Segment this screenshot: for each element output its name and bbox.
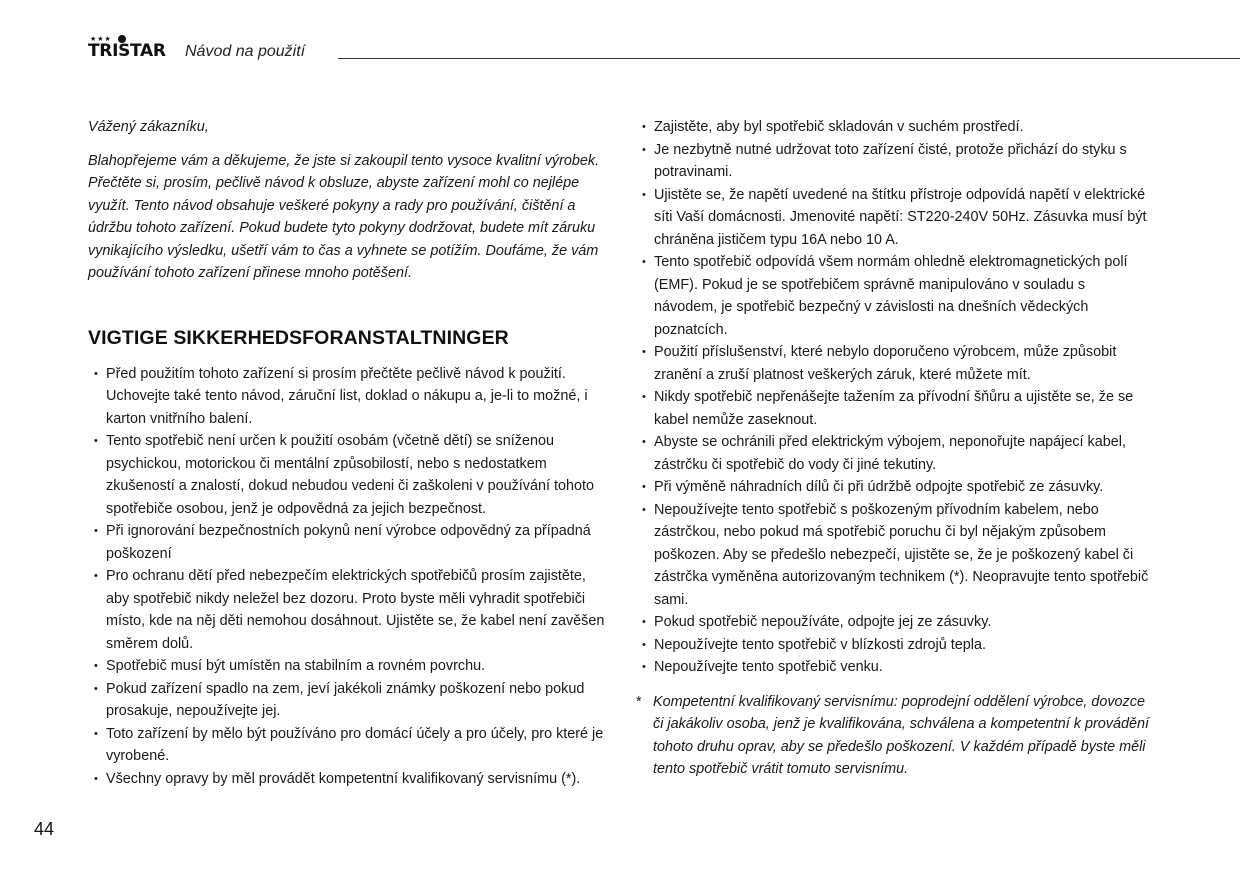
list-item: • Nepoužívejte tento spotřebič v blízkosti zdrojů tepla.	[636, 634, 1151, 657]
list-item: • Spotřebič musí být umístěn na stabilním a rovném povrchu.	[88, 655, 613, 678]
right-column	[636, 116, 1151, 781]
page-header	[88, 36, 1240, 66]
left-column	[88, 116, 613, 790]
tristar-logo	[88, 36, 180, 62]
list-item: • Při výměně náhradních dílů či při údržbě odpojte spotřebič ze zásuvky.	[636, 476, 1151, 499]
list-item: • Při ignorování bezpečnostních pokynů není výrobce odpovědný za případná poškození	[88, 520, 613, 565]
list-item: • Před použitím tohoto zařízení si prosím přečtěte pečlivě návod k použití. Uchovejte také tento návod, záruční list, doklad o nákupu a, je-li to možné, i karton vnitřního balení.	[88, 363, 613, 431]
list-item: • Abyste se ochránili před elektrickým výbojem, neponořujte napájecí kabel, zástrčku či spotřebič do vody či jiné tekutiny.	[636, 431, 1151, 476]
list-item: • Pro ochranu dětí před nebezpečím elektrických spotřebičů prosím zajistěte, aby spotřebič nikdy neležel bez dozoru. Proto byste měli vyhradit spotřebiči místo, kde na něj děti nemohou dosáhnout. Ujistěte se, že kabel není zavěšen směrem dolů.	[88, 565, 613, 655]
intro-paragraph: Blahopřejeme vám a děkujeme, že jste si zakoupil tento vysoce kvalitní výrobek. Přečtěte si, prosím, pečlivě návod k obsluze, abyste zařízení mohl co nejlépe využít. Tento návod obsahuje veškeré pokyny a rady pro používání, čištění a údržbu tohoto zařízení. Pokud budete tyto pokyny dodržovat, budete mít záruku vynikajícího výsledku, ušetří vám to čas a vyhnete se potížím. Doufáme, že vám používání tohoto zařízení přinese mnoho potěšení.	[88, 152, 600, 281]
list-item: • Nepoužívejte tento spotřebič venku.	[636, 656, 1151, 679]
list-item: • Pokud zařízení spadlo na zem, jeví jakékoli známky poškození nebo pokud prosakuje, nepoužívejte jej.	[88, 678, 613, 723]
list-item: • Ujistěte se, že napětí uvedené na štítku přístroje odpovídá napětí v elektrické síti Vaší domácnosti. Jmenovité napětí: ST220-240V 50Hz. Zásuvka musí být chráněna jističem typu 16A nebo 10 A.	[636, 184, 1151, 252]
list-item: • Tento spotřebič není určen k použití osobám (včetně dětí) se sníženou psychickou, motorickou či mentální způsobilostí, nebo s nedostatkem zkušeností a znalostí, dokud nebudou vedeni či zaškoleni v používání tohoto spotřebiče osobou, jenž je odpovědná za jejich bezpečnost.	[88, 430, 613, 520]
list-item: • Zajistěte, aby byl spotřebič skladován v suchém prostředí.	[636, 116, 1151, 139]
list-item: • Tento spotřebič odpovídá všem normám ohledně elektromagnetických polí (EMF). Pokud je se spotřebičem správně manipulováno v souladu s návodem, je spotřebič bezpečný v závislosti na dnešních vědeckých poznatcích.	[636, 251, 1151, 341]
page-number: 44	[34, 819, 55, 839]
footnote	[636, 691, 1151, 781]
list-item: • Je nezbytně nutné udržovat toto zařízení čisté, protože přichází do styku s potravinami.	[636, 139, 1151, 184]
logo-wordmark: TRISTAR	[88, 41, 166, 61]
header-rule	[338, 58, 1240, 59]
greeting: Vážený zákazníku,	[88, 119, 209, 135]
logo-stars-icon: ★★★	[90, 36, 112, 43]
list-item: • Nepoužívejte tento spotřebič s poškozeným přívodním kabelem, nebo zástrčkou, nebo pokud má spotřebič poruchu či byl nějakým způsobem poškozen. Aby se předešlo nebezpečí, ujistěte se, že je poškozený kabel či zástrčka vyměněna autorizovaným technikem (*). Neopravujte tento spotřebič sami.	[636, 499, 1151, 612]
list-item: • Použití příslušenství, které nebylo doporučeno výrobcem, může způsobit zranění a zruší platnost veškerých záruk, které můžete mít.	[636, 341, 1151, 386]
list-item: • Všechny opravy by měl provádět kompetentní kvalifikovaný servisnímu (*).	[88, 768, 613, 791]
safety-list-left	[88, 363, 613, 791]
list-item: • Nikdy spotřebič nepřenášejte tažením za přívodní šňůru a ujistěte se, že se kabel nemůže zaseknout.	[636, 386, 1151, 431]
footnote-marker: *	[636, 693, 642, 710]
header-title: Návod na použití	[185, 43, 306, 60]
safety-heading: VIGTIGE SIKKERHEDSFORANSTALTNINGER	[88, 326, 509, 349]
list-item: • Pokud spotřebič nepoužíváte, odpojte jej ze zásuvky.	[636, 611, 1151, 634]
footnote-text: Kompetentní kvalifikovaný servisnímu: poprodejní oddělení výrobce, dovozce či jakákoliv osoba, jenž je kvalifikována, schválena a kompetentní k provádění tohoto druhu oprav, aby se předešlo poškození. V každém případě byste měli tento spotřebič vrátit tomuto servisnímu.	[653, 693, 1149, 777]
safety-list-right	[636, 116, 1151, 679]
list-item: • Toto zařízení by mělo být používáno pro domácí účely a pro účely, pro které je vyrobené.	[88, 723, 613, 768]
